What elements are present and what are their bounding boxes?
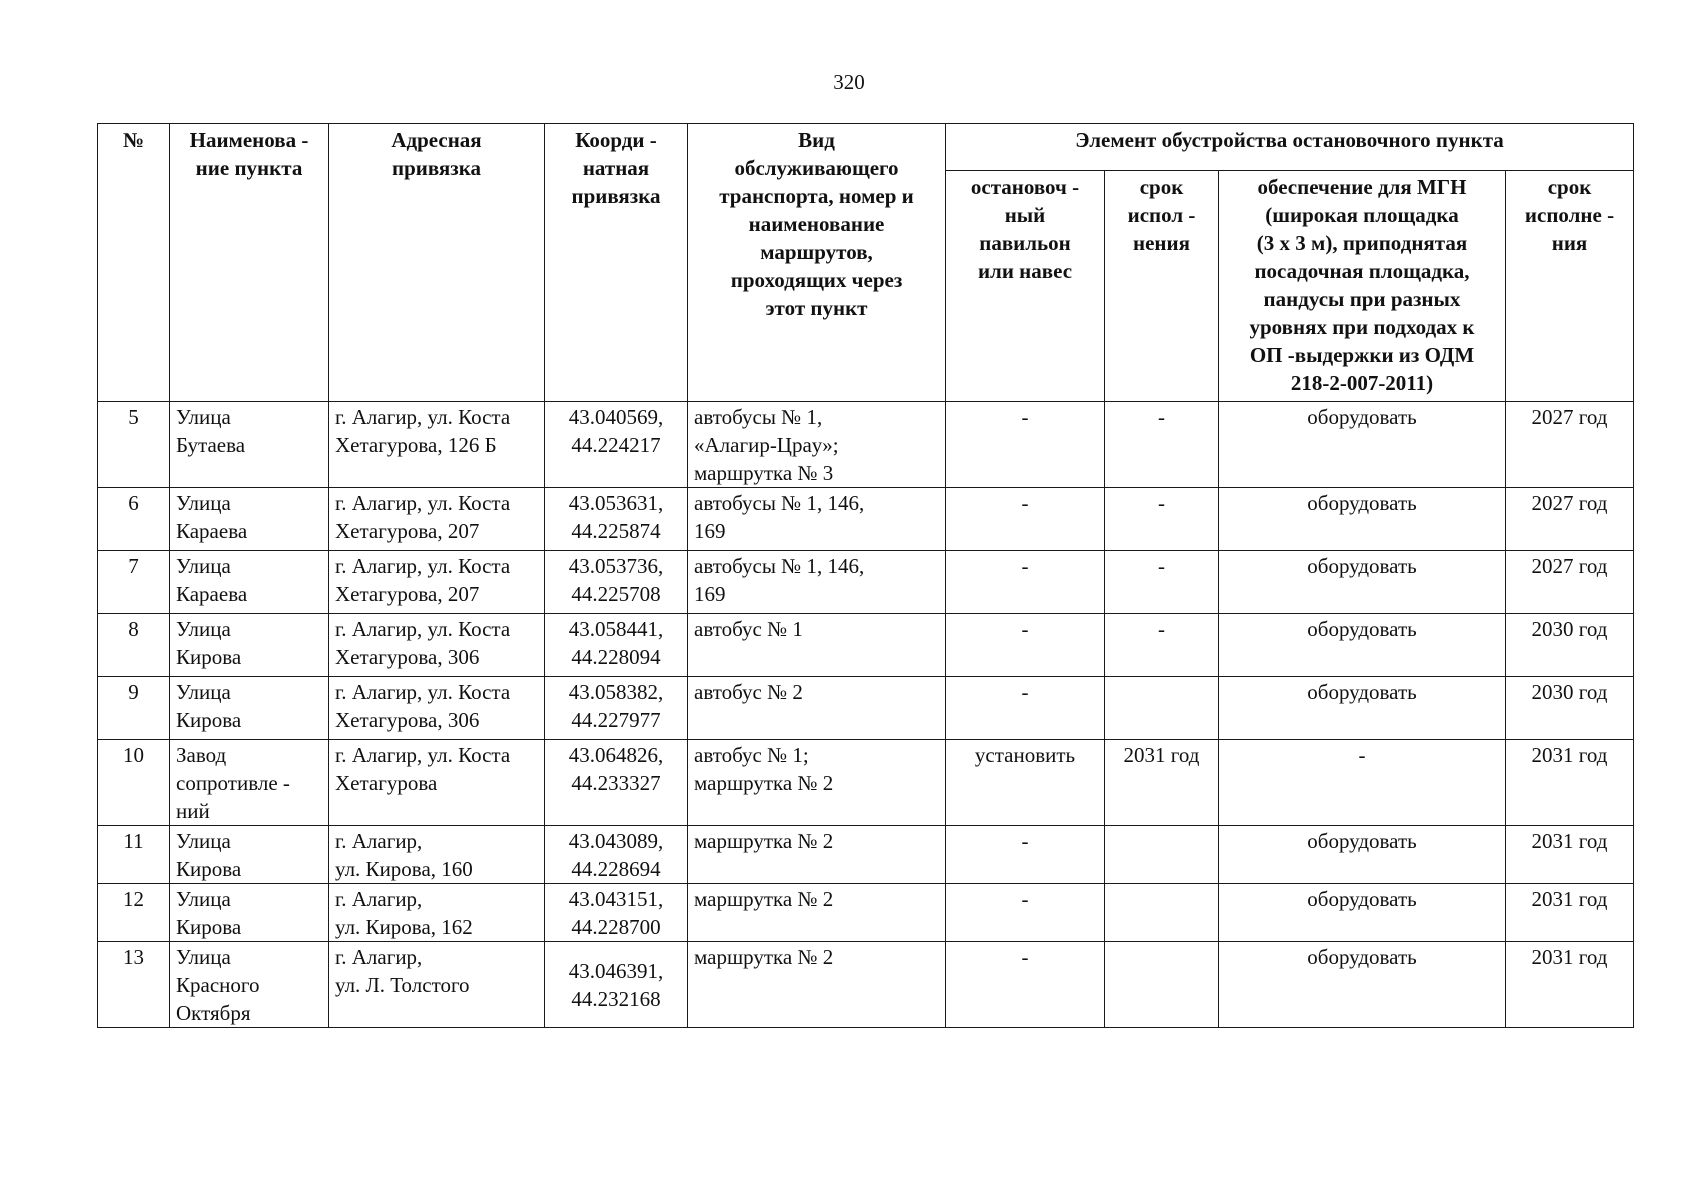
cell-pavilion: - (946, 402, 1105, 488)
cell-name: Завод сопротивле - ний (170, 740, 329, 826)
cell-address: г. Алагир, ул. Коста Хетагурова, 207 (329, 551, 545, 614)
table-row (98, 488, 1634, 551)
cell-transport: автобусы № 1, «Алагир-Цpay»; маршрутка № 3 (688, 402, 946, 488)
cell-num: 13 (98, 942, 170, 1028)
header-num: № (98, 124, 170, 402)
cell-coordinates: 43.046391, 44.232168 (545, 942, 688, 1028)
cell-transport: автобус № 1; маршрутка № 2 (688, 740, 946, 826)
cell-name: Улица Кирова (170, 614, 329, 677)
cell-mgn: оборудовать (1219, 488, 1506, 551)
cell-coordinates: 43.058441, 44.228094 (545, 614, 688, 677)
cell-term-1: 2031 год (1105, 740, 1219, 826)
cell-num: 9 (98, 677, 170, 740)
cell-mgn: - (1219, 740, 1506, 826)
cell-coordinates: 43.058382, 44.227977 (545, 677, 688, 740)
cell-mgn: оборудовать (1219, 826, 1506, 884)
cell-coordinates: 43.040569, 44.224217 (545, 402, 688, 488)
cell-address: г. Алагир, ул. Коста Хетагурова, 207 (329, 488, 545, 551)
cell-term-2: 2030 год (1506, 614, 1634, 677)
cell-address: г. Алагир, ул. Коста Хетагурова, 306 (329, 677, 545, 740)
cell-term-2: 2031 год (1506, 740, 1634, 826)
table-row (98, 402, 1634, 488)
cell-num: 11 (98, 826, 170, 884)
cell-num: 7 (98, 551, 170, 614)
cell-term-2: 2027 год (1506, 402, 1634, 488)
cell-term-1 (1105, 884, 1219, 942)
table-row (98, 551, 1634, 614)
header-address: Адресная привязка (329, 124, 545, 402)
cell-name: Улица Караева (170, 488, 329, 551)
cell-num: 12 (98, 884, 170, 942)
cell-name: Улица Караева (170, 551, 329, 614)
table-row (98, 740, 1634, 826)
cell-transport: маршрутка № 2 (688, 884, 946, 942)
header-coordinates: Коорди - натная привязка (545, 124, 688, 402)
cell-pavilion: - (946, 488, 1105, 551)
header-mgn: обеспечение для МГН (широкая площадка (3 х 3 м), приподнятая посадочная площадка, пандусы при разных уровнях при подходах к ОП -выдержки из ОДМ 218-2-007-2011) (1219, 171, 1506, 402)
cell-mgn: оборудовать (1219, 942, 1506, 1028)
cell-mgn: оборудовать (1219, 884, 1506, 942)
cell-term-1: - (1105, 614, 1219, 677)
cell-term-2: 2030 год (1506, 677, 1634, 740)
cell-address: г. Алагир, ул. Коста Хетагурова, 126 Б (329, 402, 545, 488)
cell-coordinates: 43.053631, 44.225874 (545, 488, 688, 551)
cell-term-1: - (1105, 488, 1219, 551)
cell-transport: автобус № 1 (688, 614, 946, 677)
cell-num: 6 (98, 488, 170, 551)
header-stop-equipment-group: Элемент обустройства остановочного пункта (946, 124, 1634, 171)
header-term-2: срок исполне - ния (1506, 171, 1634, 402)
cell-term-1 (1105, 826, 1219, 884)
cell-address: г. Алагир, ул. Л. Толстого (329, 942, 545, 1028)
cell-name: Улица Кирова (170, 826, 329, 884)
cell-pavilion: - (946, 942, 1105, 1028)
header-term-1: срок испол - нения (1105, 171, 1219, 402)
table-row (98, 614, 1634, 677)
cell-coordinates: 43.043089, 44.228694 (545, 826, 688, 884)
cell-pavilion: - (946, 614, 1105, 677)
cell-mgn: оборудовать (1219, 551, 1506, 614)
cell-name: Улица Кирова (170, 677, 329, 740)
cell-coordinates: 43.053736, 44.225708 (545, 551, 688, 614)
cell-term-2: 2031 год (1506, 942, 1634, 1028)
cell-pavilion: - (946, 826, 1105, 884)
cell-transport: маршрутка № 2 (688, 942, 946, 1028)
cell-name: Улица Кирова (170, 884, 329, 942)
cell-num: 10 (98, 740, 170, 826)
cell-num: 5 (98, 402, 170, 488)
table-row (98, 826, 1634, 884)
header-pavilion: остановоч - ный павильон или навес (946, 171, 1105, 402)
table-row (98, 884, 1634, 942)
cell-address: г. Алагир, ул. Коста Хетагурова (329, 740, 545, 826)
bus-stops-table (97, 123, 1634, 1028)
cell-term-1 (1105, 942, 1219, 1028)
cell-term-2: 2027 год (1506, 551, 1634, 614)
cell-term-1 (1105, 677, 1219, 740)
cell-transport: автобусы № 1, 146, 169 (688, 488, 946, 551)
cell-mgn: оборудовать (1219, 614, 1506, 677)
cell-pavilion: установить (946, 740, 1105, 826)
cell-term-2: 2027 год (1506, 488, 1634, 551)
cell-term-1: - (1105, 402, 1219, 488)
cell-pavilion: - (946, 677, 1105, 740)
table-row (98, 942, 1634, 1028)
cell-mgn: оборудовать (1219, 402, 1506, 488)
cell-transport: маршрутка № 2 (688, 826, 946, 884)
cell-name: Улица Бутаева (170, 402, 329, 488)
cell-transport: автобусы № 1, 146, 169 (688, 551, 946, 614)
cell-address: г. Алагир, ул. Кирова, 162 (329, 884, 545, 942)
cell-term-2: 2031 год (1506, 826, 1634, 884)
cell-coordinates: 43.064826, 44.233327 (545, 740, 688, 826)
header-transport: Вид обслуживающего транспорта, номер и наименование маршрутов, проходящих через этот пункт (688, 124, 946, 402)
header-name: Наименова - ние пункта (170, 124, 329, 402)
page-number: 320 (833, 70, 865, 94)
cell-mgn: оборудовать (1219, 677, 1506, 740)
cell-num: 8 (98, 614, 170, 677)
cell-pavilion: - (946, 884, 1105, 942)
cell-name: Улица Красного Октября (170, 942, 329, 1028)
cell-term-2: 2031 год (1506, 884, 1634, 942)
header-row (98, 124, 1634, 171)
cell-address: г. Алагир, ул. Кирова, 160 (329, 826, 545, 884)
table-row (98, 677, 1634, 740)
cell-transport: автобус № 2 (688, 677, 946, 740)
cell-term-1: - (1105, 551, 1219, 614)
cell-address: г. Алагир, ул. Коста Хетагурова, 306 (329, 614, 545, 677)
cell-coordinates: 43.043151, 44.228700 (545, 884, 688, 942)
cell-pavilion: - (946, 551, 1105, 614)
